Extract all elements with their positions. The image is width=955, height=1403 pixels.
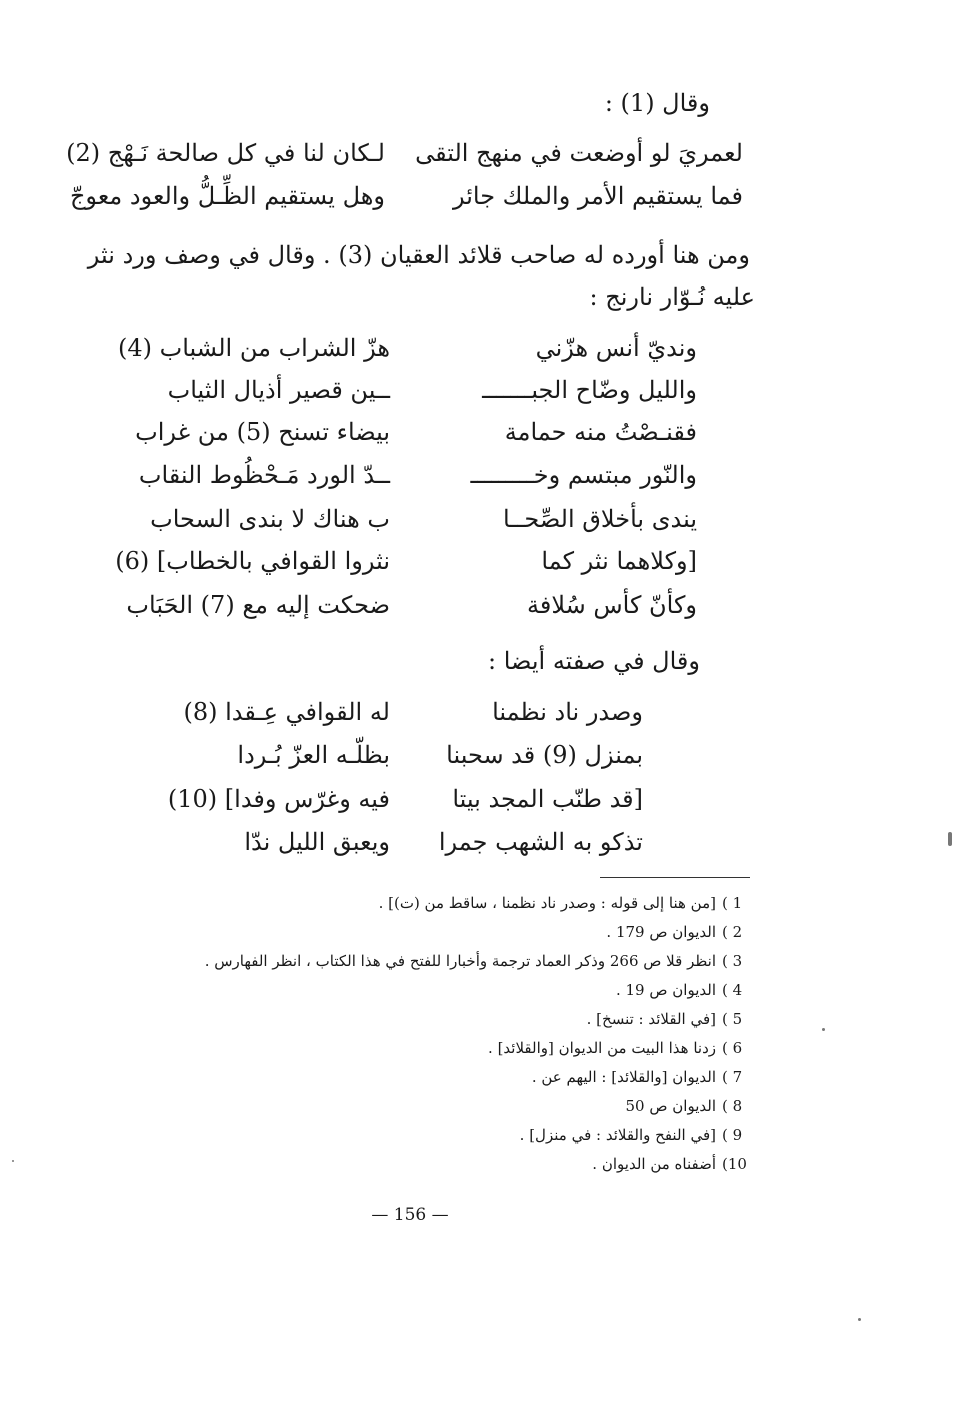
scan-speck xyxy=(822,1028,825,1031)
poem3-verse-2-right: بمنزل (9) قد سحبنا xyxy=(446,741,643,769)
footnote-10 xyxy=(592,1153,750,1175)
poem2-verse-7-left: ضحكت إليه مع (7) الحَبَاب xyxy=(126,591,390,619)
poem3-verse-2-left: بظلّـه العزّ بُـردا xyxy=(237,741,390,769)
footnote-8 xyxy=(626,1095,750,1117)
poem2-verse-4-left: ــدّ الورد مَـحْظُوط النقاب xyxy=(138,461,390,489)
footnote-9 xyxy=(520,1124,750,1146)
prose-line-1: ومن هنا أورده له صاحب قلائد العقيان (3) . وقال في وصف ورد نثر xyxy=(87,241,750,269)
footnote-3 xyxy=(205,950,750,972)
poem3-verse-1-left: له القوافي عِـقدا (8) xyxy=(183,698,390,726)
poem2-verse-5-right: يندى بأخلاق الصِّحــا xyxy=(503,505,697,533)
poem2-verse-1-right: ونديّ أنس هزّني xyxy=(535,334,697,362)
poem2-verse-4-right: والنّور مبتسم وخـــــــــ xyxy=(470,461,697,489)
footnote-text: الديوان [والقلائد] : اليهم عن . xyxy=(531,1068,716,1086)
poem3-verse-4-right: تذكو به الشهب جمرا xyxy=(438,828,643,856)
footnote-6 xyxy=(488,1037,750,1059)
footnote-number: 3 ) xyxy=(722,952,743,970)
footnote-text: الديوان ص 50 xyxy=(625,1097,716,1115)
footnote-2 xyxy=(606,921,750,943)
footnote-1 xyxy=(379,892,750,914)
poem2-verse-7-right: وكأنّ كأس سُلافة xyxy=(526,591,697,619)
footnote-text: أضفناه من الديوان . xyxy=(592,1155,716,1173)
footnote-number: 9 ) xyxy=(722,1126,743,1144)
poem2-verse-6-left: نثروا القوافي بالخطاب] (6) xyxy=(115,547,390,575)
footnote-4 xyxy=(616,979,750,1001)
poem1-verse-1-left: لـكان لنا في كل صالحة نَـهْج (2) xyxy=(66,139,385,167)
footnote-text: انظر قلا ص 266 وذكر العماد ترجمة وأخبارا للفتح في هذا الكتاب ، انظر الفهارس . xyxy=(204,952,716,970)
intro-line-2: وقال في صفته أيضا : xyxy=(488,647,700,675)
footnote-text: الديوان ص 19 . xyxy=(615,981,716,999)
footnote-7 xyxy=(532,1066,750,1088)
footnote-text: [في القلائد : تنسخ] . xyxy=(586,1010,716,1028)
poem3-verse-3-right: [قد طنّب المجد بيتا xyxy=(452,785,643,813)
poem3-verse-3-left: فيه وغرّس وفدا] (10) xyxy=(167,785,390,813)
footnote-text: [في النفح والقلائد : في منزل] . xyxy=(519,1126,716,1144)
footnote-text: الديوان ص 179 . xyxy=(606,923,716,941)
scan-speck xyxy=(858,1318,861,1321)
footnote-number: 4 ) xyxy=(722,981,743,999)
poem3-verse-4-left: ويعبق الليل ندّا xyxy=(244,828,390,856)
footnote-number: 7 ) xyxy=(722,1068,743,1086)
footnote-5 xyxy=(587,1008,750,1030)
poem2-verse-3-right: فقنـصْتُ منه حمامة xyxy=(504,418,697,446)
poem1-verse-1-right: لعمريَ لو أوضعت في منهج التقى xyxy=(415,139,743,167)
poem2-verse-2-left: ــين قصير أذيال الثياب xyxy=(167,376,390,404)
prose-line-2: عليه نُـوّار نارنج : xyxy=(589,283,755,311)
poem2-verse-6-right: [وكلاهما نثر كما xyxy=(541,547,697,575)
footnote-number: 5 ) xyxy=(722,1010,743,1028)
poem3-verse-1-right: وصدر ناد نظمنا xyxy=(492,698,643,726)
poem1-verse-2-right: فما يستقيم الأمر والملك جائر xyxy=(452,182,743,210)
poem2-verse-2-right: والليل وضّاح الجبـــــــ xyxy=(482,376,697,404)
intro-line-1: وقال (1) : xyxy=(604,89,710,117)
poem2-verse-5-left: ب هناك لا بندى السحاب xyxy=(150,505,390,533)
footnote-number: 10) xyxy=(722,1155,747,1173)
scan-speck xyxy=(12,1160,14,1162)
poem2-verse-3-left: بيضاء تسنح (5) من غراب xyxy=(135,418,390,446)
poem2-verse-1-left: هزّ الشراب من الشباب (4) xyxy=(118,334,390,362)
footnote-text: زدنا هذا البيت من الديوان [والقلائد] . xyxy=(488,1039,716,1057)
footnote-number: 6 ) xyxy=(722,1039,743,1057)
poem1-verse-2-left: وهل يستقيم الظِّـلُّ والعود معوجّ xyxy=(69,182,385,210)
footnote-text: [من هنا إلى قوله : وصدر ناد نظمنا ، ساقط من (ت)] . xyxy=(378,894,716,912)
footnote-number: 1 ) xyxy=(722,894,743,912)
footnote-number: 8 ) xyxy=(722,1097,743,1115)
footnote-separator xyxy=(600,877,750,878)
footnote-number: 2 ) xyxy=(722,923,743,941)
scan-speck xyxy=(948,832,952,846)
page-number: — 156 — xyxy=(371,1205,449,1225)
